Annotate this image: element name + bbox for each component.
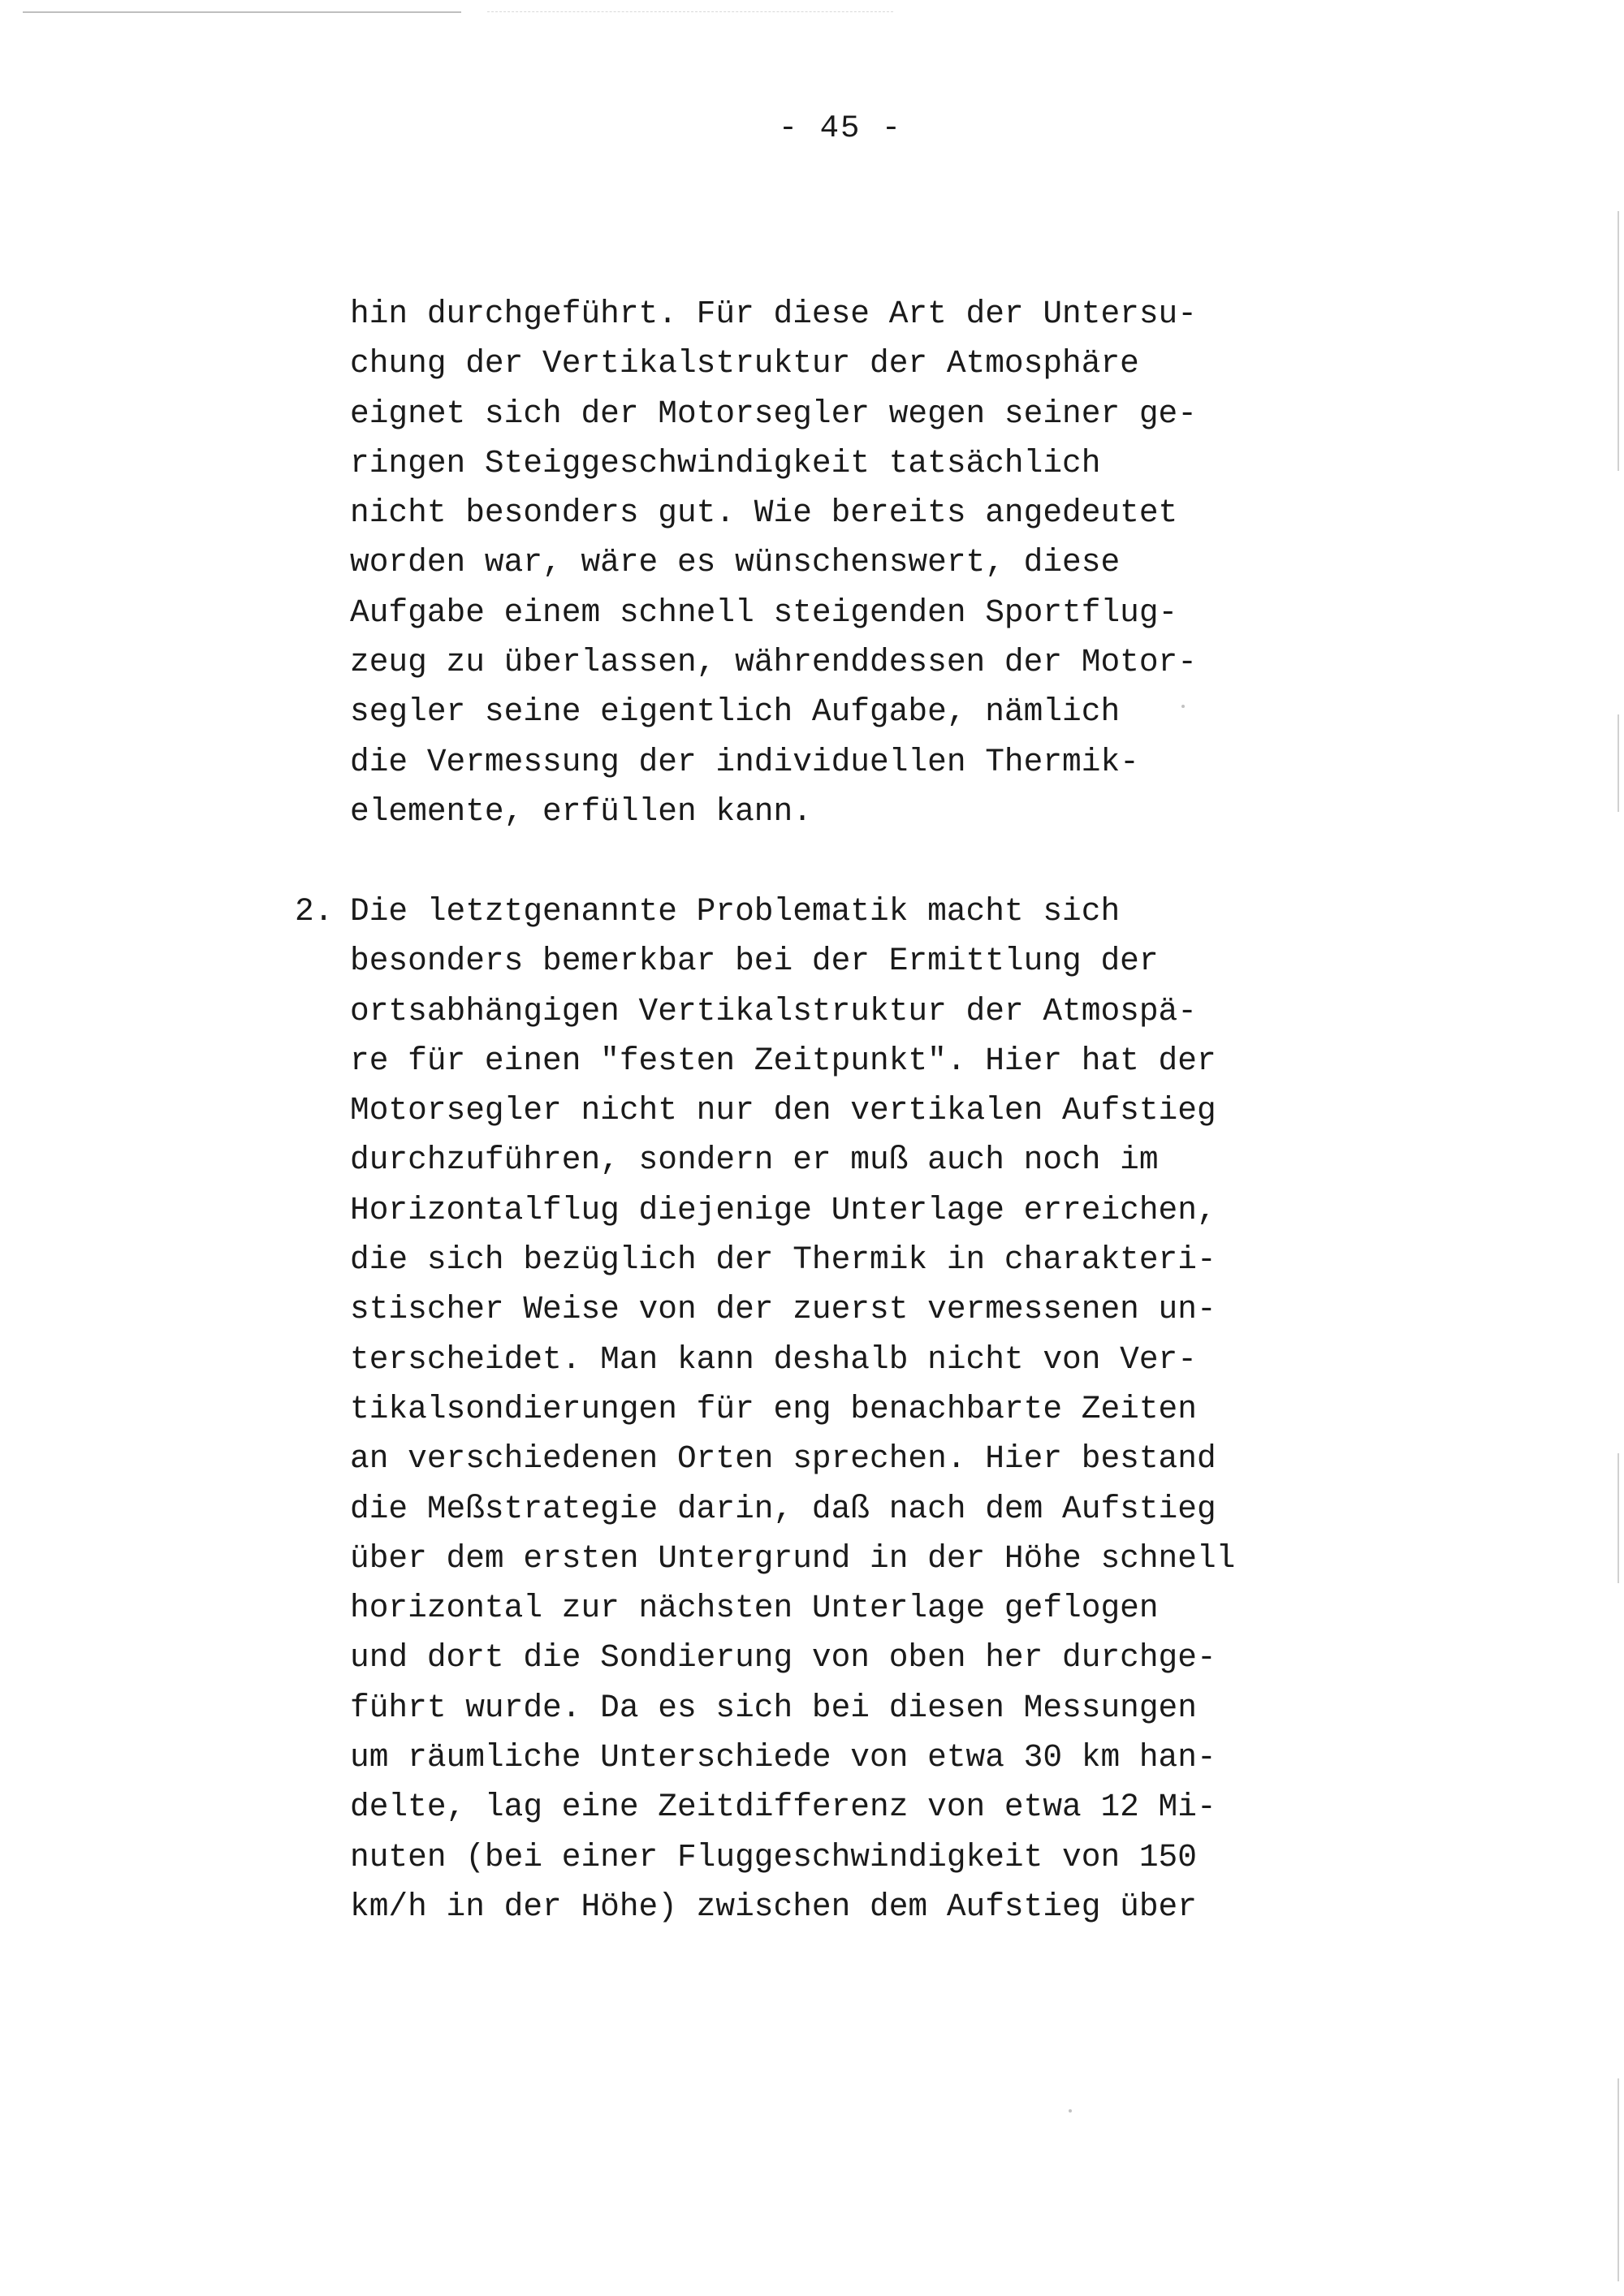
scan-edge-line — [1618, 714, 1619, 812]
text-line: chung der Vertikalstruktur der Atmosphäre — [350, 345, 1139, 382]
text-line: km/h in der Höhe) zwischen dem Aufstieg über — [350, 1888, 1197, 1925]
text-line: delte, lag eine Zeitdifferenz von etwa 12 Mi- — [350, 1789, 1216, 1826]
scan-edge-line — [1618, 1453, 1619, 1583]
text-line: nuten (bei einer Fluggeschwindigkeit von 150 — [350, 1838, 1197, 1875]
text-line: und dort die Sondierung von oben her durchge- — [350, 1639, 1216, 1677]
text-line: Motorsegler nicht nur den vertikalen Aufstieg — [350, 1092, 1216, 1129]
text-line: ortsabhängigen Vertikalstruktur der Atmospä- — [350, 992, 1197, 1029]
paragraph-continuation — [350, 289, 1324, 836]
text-line: horizontal zur nächsten Unterlage geflogen — [350, 1590, 1159, 1627]
text-line: ringen Steiggeschwindigkeit tatsächlich — [350, 444, 1101, 481]
text-line: die Vermessung der individuellen Thermik- — [350, 743, 1139, 780]
text-line: um räumliche Unterschiede von etwa 30 km han- — [350, 1739, 1216, 1776]
text-line: tikalsondierungen für eng benachbarte Zeiten — [350, 1390, 1197, 1427]
text-line: an verschiedenen Orten sprechen. Hier bestand — [350, 1440, 1216, 1478]
text-line: segler seine eigentlich Aufgabe, nämlich — [350, 693, 1121, 731]
text-line: Horizontalflug diejenige Unterlage erreichen, — [350, 1191, 1216, 1228]
text-line: Die letztgenannte Problematik macht sich — [350, 893, 1121, 930]
page-number: - 45 - — [778, 110, 903, 146]
text-line: terscheidet. Man kann deshalb nicht von Ver- — [350, 1340, 1197, 1378]
scan-edge-line — [1618, 211, 1619, 471]
text-line: stischer Weise von der zuerst vermessenen un- — [350, 1291, 1216, 1328]
text-line: zeug zu überlassen, währenddessen der Motor- — [350, 644, 1197, 681]
list-item-text — [350, 887, 1324, 1931]
scan-edge-line — [1618, 2078, 1619, 2281]
text-line: die Meßstrategie darin, daß nach dem Aufstieg — [350, 1490, 1216, 1527]
text-line: durchzuführen, sondern er muß auch noch im — [350, 1142, 1159, 1179]
text-line: nicht besonders gut. Wie bereits angedeutet — [350, 494, 1178, 532]
scan-border-line — [487, 11, 893, 12]
text-line: hin durchgeführt. Für diese Art der Untersu- — [350, 296, 1197, 332]
text-line: besonders bemerkbar bei der Ermittlung der — [350, 943, 1159, 980]
text-line: über dem ersten Untergrund in der Höhe schnell — [350, 1539, 1236, 1577]
text-line: elemente, erfüllen kann. — [350, 792, 812, 830]
list-item-number: 2. — [295, 893, 334, 930]
text-line: worden war, wäre es wünschenswert, diese — [350, 544, 1121, 581]
text-line: Aufgabe einem schnell steigenden Sportflug- — [350, 593, 1178, 631]
text-line: re für einen "festen Zeitpunkt". Hier hat der — [350, 1042, 1216, 1079]
scan-border-line — [23, 11, 461, 13]
text-line: eignet sich der Motorsegler wegen seiner ge- — [350, 395, 1197, 432]
text-line: führt wurde. Da es sich bei diesen Messungen — [350, 1689, 1197, 1726]
text-line: die sich bezüglich der Thermik in charakteri- — [350, 1241, 1216, 1279]
scan-speck — [1069, 2109, 1072, 2113]
